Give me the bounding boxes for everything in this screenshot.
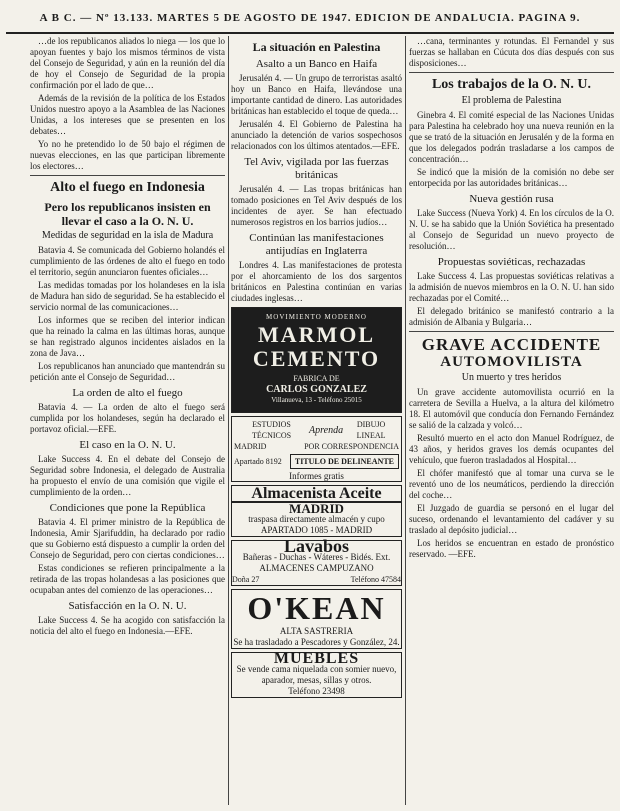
ad-title: TITULO DE DELINEANTE xyxy=(290,454,399,469)
ad-title: CEMENTO xyxy=(252,346,381,371)
subheadline: Medidas de seguridad en la isla de Madura xyxy=(41,230,214,241)
article-paragraph: Jerusalén 4. — Un grupo de terroristas asaltó hoy un Banco en Haifa, llevándose una importante cantidad de dinero. Las autoridades británicas han establecido el toque de queda… xyxy=(231,73,402,116)
article-paragraph: Londres 4. Las manifestaciones de protesta por el ahorcamiento de los dos sargentos británicos en Palestina continúan en varias ciudades inglesas… xyxy=(231,260,402,303)
article-paragraph: Batavia 4. Se comunicada del Gobierno holandés el cumplimiento de las órdenes de alto el fuego en todo el territorio, según anunciaron fuentes oficiales… xyxy=(30,245,225,277)
ad-title: MARMOL xyxy=(257,322,376,347)
ad-text: APARTADO 1085 - MADRID xyxy=(260,525,373,535)
ad-text: Villanueva, 13 - Teléfono 25015 xyxy=(271,396,362,404)
section-heading: La orden de alto el fuego xyxy=(72,387,183,399)
subheadline: Un muerto y tres heridos xyxy=(461,372,562,383)
article-paragraph: Yo no he pretendido lo de 50 bajo el régimen de nuevas elecciones, en las que participan libremente los electores… xyxy=(30,139,225,171)
divider xyxy=(30,175,225,176)
headline-alto-el-fuego: Alto el fuego en Indonesia xyxy=(50,180,205,195)
ad-text: Apartado 8192 xyxy=(234,457,282,466)
ad-text: MOVIMIENTO MODERNO xyxy=(266,313,367,321)
article-paragraph: Los heridos se encuentran en estado de pronóstico reservado. —EFE. xyxy=(409,538,614,559)
ad-text: Teléfono 47584 xyxy=(350,575,401,584)
divider xyxy=(409,72,614,73)
section-heading: El caso en la O. N. U. xyxy=(79,439,176,451)
ad-text: CARLOS GONZALEZ xyxy=(266,384,367,395)
section-heading: Condiciones que pone la República xyxy=(49,502,206,514)
ad-text: MADRID xyxy=(234,442,267,451)
ad-text: Bañeras - Duchas - Wáteres - Bidés. Ext. xyxy=(242,552,391,562)
article-paragraph: El chófer manifestó que al tomar una curva se le reventó uno de los neumáticos, perdiendo la dirección del coche… xyxy=(409,468,614,500)
headline-palestina: La situación en Palestina xyxy=(252,40,381,54)
article-paragraph: Estas condiciones se refieren principalmente a la retirada de las tropas holandesas a las posiciones que ocupaban antes del comienzo de las operaciones… xyxy=(30,563,225,595)
headline-grave-accidente: GRAVE ACCIDENTE xyxy=(421,335,602,354)
article-paragraph: Además de la revisión de la política de los Estados Unidos nuestro apoyo a la Asamblea de las Naciones Unidas, a los intereses que se presenten en los debates… xyxy=(30,93,225,136)
article-paragraph: Lake Success 4. Se ha acogido con satisfacción la noticia del alto el fuego en Indonesia.—EFE. xyxy=(30,615,225,636)
article-paragraph: Jerusalén 4. — Las tropas británicas han tomado posiciones en Tel Aviv después de los incidentes de ayer. Se han efectuado numerosos registros en los barrios judíos… xyxy=(231,184,402,227)
ad-lavabos xyxy=(231,536,402,586)
article-paragraph: Lake Success 4. Las propuestas soviéticas relativas a la admisión de nuevos miembros en la O. N. U. han sido rechazadas por el Comité… xyxy=(409,271,614,303)
ad-text: ESTUDIOS TÉCNICOS xyxy=(251,420,292,440)
ad-title: MUEBLES xyxy=(273,650,360,667)
column-middle xyxy=(231,36,402,807)
headline-automovilista: AUTOMOVILISTA xyxy=(440,354,583,370)
article-paragraph: Las medidas tomadas por los holandeses en la isla de Madura han sido de seguridad. Se ha establecido el servicio normal de las comunicaciones… xyxy=(30,280,225,312)
ad-text: Doña 27 xyxy=(232,575,260,584)
ad-text: ALMACENES CAMPUZANO xyxy=(259,563,374,573)
article-paragraph: Batavia 4. El primer ministro de la República de Indonesia, Amir Sjarifuddin, ha declarado por radio que su Gobierno está dispuesto a cumplir la orden del Consejo de Seguridad, pero con ciertas condiciones… xyxy=(30,517,225,560)
column-divider xyxy=(405,36,406,805)
article-paragraph: Los informes que se reciben del interior indican que ha reinado la calma en las últimas horas, aunque se han registrado algunos incidentes aislados en la zona de Java… xyxy=(30,315,225,358)
ad-text: Se ha trasladado a Pescadores y González, 24. xyxy=(233,637,400,647)
subheadline: Continúan las manifestaciones antijudías en Inglaterra xyxy=(249,232,384,257)
article-paragraph: Se indicó que la misión de la comisión no debe ser entorpecida por las autoridades británicas… xyxy=(409,167,614,188)
page-header xyxy=(6,4,614,34)
header-line: A B C. — Nº 13.133. MARTES 5 DE AGOSTO DE 1947. EDICION DE ANDALUCIA. PAGINA 9. xyxy=(39,12,581,24)
ad-text: Informes gratis xyxy=(289,471,344,481)
ad-dibujo-lineal xyxy=(231,416,402,482)
ad-title: Lavabos xyxy=(283,536,350,556)
subheadline: Asalto a un Banco en Haifa xyxy=(255,58,378,70)
divider xyxy=(409,331,614,332)
ad-text: POR CORRESPONDENCIA xyxy=(304,442,399,451)
ad-title: O'KEAN xyxy=(247,590,386,626)
ad-text: Teléfono 23498 xyxy=(288,686,345,696)
article-paragraph: Batavia 4. — La orden de alto el fuego será cumplida por los holandeses, según ha declarado el portavoz oficial.—EFE. xyxy=(30,402,225,434)
subheadline: Pero los republicanos insisten en llevar el caso a la O. N. U. xyxy=(44,200,211,228)
article-paragraph: …de los republicanos aliados lo niega — los que lo apoyan fuentes y bajo los mismos términos de vista del Consejo de Seguridad, y aún en la reunión del día de hoy el Consejo de Seguridad de la propia confirmación por el lado de que… xyxy=(30,36,225,90)
column-right xyxy=(409,36,614,807)
ad-text: Se vende cama niquelada con somier nuevo, aparador, mesas, sillas y otros. xyxy=(236,664,397,685)
article-paragraph: El Juzgado de guardia se personó en el lugar del suceso, ordenando el levantamiento del cadáver y su traslado al depósito judicial… xyxy=(409,503,614,535)
ad-okean xyxy=(231,589,402,649)
ad-script: Aprenda xyxy=(309,424,344,436)
article-paragraph: Resultó muerto en el acto don Manuel Rodríguez, de 43 años, y heridos graves los demás ocupantes del vehículo, que fueron trasladados al Hospital… xyxy=(409,433,614,465)
column-left xyxy=(30,36,225,807)
ad-muebles xyxy=(231,652,402,698)
column-divider xyxy=(228,36,229,805)
section-heading: Nueva gestión rusa xyxy=(469,193,554,205)
subheadline: Tel Aviv, vigilada por las fuerzas británicas xyxy=(244,156,389,181)
article-paragraph: Ginebra 4. El comité especial de las Naciones Unidas para Palestina ha celebrado hoy una nueva reunión en la que se trató de la situación en Jerusalén y de la forma en que los delegados podrán trasladarse a los campos de concentración… xyxy=(409,110,614,164)
ad-text: ALTA SASTRERIA xyxy=(279,626,354,636)
ad-marmol-cemento xyxy=(231,307,402,413)
ad-almacenista xyxy=(231,485,402,537)
article-paragraph: …cana, terminantes y rotundas. El Fernandel y sus fuerzas se hallaban en Cúcuta dos días después con sus disposiciones… xyxy=(409,36,614,68)
ad-text: DIBUJO LINEAL xyxy=(356,420,386,440)
ad-text: FABRICA DE xyxy=(293,374,340,383)
ad-text: MADRID xyxy=(289,501,344,516)
article-paragraph: Un grave accidente automovilista ocurrió en la carretera de Sevilla a Huelva, a la altura del kilómetro 18. El automóvil que conducía don Fernando Fernández se salió de la calzada y volcó… xyxy=(409,387,614,430)
section-heading: Propuestas soviéticas, rechazadas xyxy=(437,256,586,268)
article-paragraph: Los republicanos han anunciado que mantendrán su petición ante el Consejo de Seguridad… xyxy=(30,361,225,382)
article-paragraph: El delegado británico se manifestó contrario a la admisión de Albania y Bulgaria… xyxy=(409,306,614,327)
ad-text: traspasa directamente almacén y cupo xyxy=(248,514,385,524)
section-heading: Satisfacción en la O. N. U. xyxy=(68,600,187,612)
article-paragraph: Lake Success (Nueva York) 4. En los círculos de la O. N. U. se ha sabido que la Unión Soviética ha presentado al Consejo de Seguridad un nuevo proyecto de resolución… xyxy=(409,208,614,251)
article-paragraph: Lake Success 4. En el debate del Consejo de Seguridad sobre Indonesia, el delegado de Australia ha propuesto el envío de una comisión que vigile el cumplimiento de la orden… xyxy=(30,454,225,497)
ad-title: Almacenista Aceite xyxy=(232,486,401,503)
subheadline: El problema de Palestina xyxy=(461,95,562,106)
article-paragraph: Jerusalén 4. El Gobierno de Palestina ha anunciado la detención de varios sospechosos relacionados con los últimos atentados.—EFE. xyxy=(231,119,402,151)
headline-onu: Los trabajos de la O. N. U. xyxy=(431,77,592,92)
